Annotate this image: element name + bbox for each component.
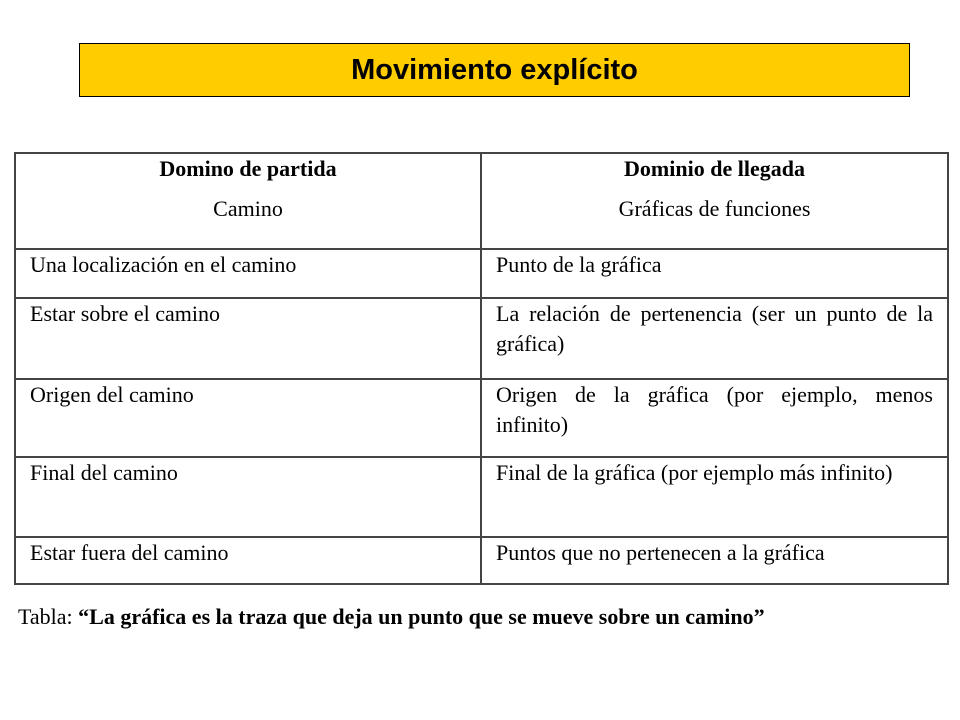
source-cell: Estar fuera del camino (16, 537, 481, 583)
mapping-table-frame (14, 152, 949, 585)
target-cell: Punto de la gráfica (481, 249, 947, 298)
header-target-subtitle: Gráficas de funciones (618, 196, 811, 221)
slide-title (79, 43, 910, 97)
table-row (16, 457, 947, 537)
source-cell: Final del camino (16, 457, 481, 537)
table-caption (18, 604, 765, 630)
target-cell: Origen de la gráfica (por ejemplo, menos infinito) (481, 379, 947, 457)
table-header-row (16, 154, 947, 249)
source-cell: Una localización en el camino (16, 249, 481, 298)
header-source-subtitle: Camino (213, 196, 283, 221)
caption-quote: “La gráfica es la traza que deja un punto que se mueve sobre un camino” (78, 604, 765, 629)
table-row (16, 298, 947, 379)
source-cell: Origen del camino (16, 379, 481, 457)
header-cell-target-domain (481, 154, 947, 249)
table-row (16, 537, 947, 583)
header-cell-source-domain (16, 154, 481, 249)
mapping-table (16, 154, 947, 583)
table-row (16, 379, 947, 457)
source-cell: Estar sobre el camino (16, 298, 481, 379)
caption-prefix: Tabla: (18, 604, 79, 629)
target-cell: Final de la gráfica (por ejemplo más infinito) (481, 457, 947, 537)
target-cell: La relación de pertenencia (ser un punto de la gráfica) (481, 298, 947, 379)
slide-title-text: Movimiento explícito (351, 53, 638, 86)
header-target-title: Dominio de llegada (624, 156, 805, 181)
target-cell: Puntos que no pertenecen a la gráfica (481, 537, 947, 583)
header-source-title: Domino de partida (159, 156, 337, 181)
table-row (16, 249, 947, 298)
